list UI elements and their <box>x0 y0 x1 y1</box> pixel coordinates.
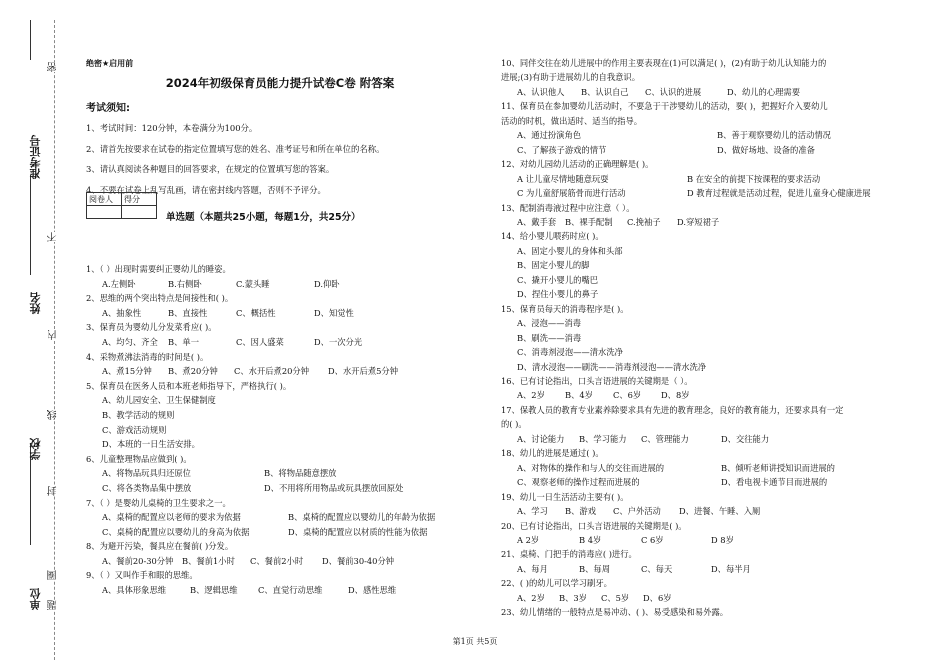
binding-line <box>54 20 55 660</box>
answer-option[interactable]: B、将物品随意摆放 <box>264 468 337 479</box>
question-text: 11、保育员在参加婴幼儿活动时，不要急于干涉婴幼儿的活动，要( )，把握好介入要幼儿 <box>501 101 828 112</box>
answer-option[interactable]: A、2岁 <box>517 390 545 401</box>
option-row <box>86 554 476 569</box>
underline <box>30 445 31 545</box>
answer-option[interactable]: D、8岁 <box>661 390 690 401</box>
option-row <box>501 143 901 157</box>
answer-option[interactable]: C、直觉行动思维 <box>258 585 323 596</box>
answer-option[interactable]: D 教育过程就是活动过程，促进儿童身心健康进展 <box>687 188 871 199</box>
answer-option[interactable]: D、一次分光 <box>314 336 363 347</box>
answer-option[interactable]: D 8岁 <box>711 534 734 545</box>
answer-option[interactable]: B、善于观察婴幼儿的活动情况 <box>717 130 831 141</box>
margin-char: 不 <box>48 232 59 242</box>
question-text: 23、幼儿情绪的一般特点是易冲动、( )、易受感染和易外露。 <box>501 607 729 618</box>
underline <box>30 20 31 60</box>
option-row <box>501 591 901 605</box>
answer-option[interactable]: D、每半月 <box>711 563 751 574</box>
margin-label-unit: 单位 <box>29 588 42 610</box>
answer-option[interactable]: B.右侧卧 <box>168 278 202 289</box>
answer-option[interactable]: D、6岁 <box>643 592 672 603</box>
secret-label: 绝密★启用前 <box>86 59 134 68</box>
answer-option[interactable]: B、游戏 <box>565 506 596 517</box>
answer-option[interactable]: B、认识自己 <box>581 86 629 97</box>
answer-option[interactable]: D、水开后煮5分钟 <box>328 366 399 377</box>
question-text: 3、保育员为婴幼儿分发菜肴应( )。 <box>86 322 217 333</box>
answer-option[interactable]: D、桌椅的配置应以材质的性能为依据 <box>288 526 428 537</box>
answer-option[interactable]: C、5岁 <box>601 592 630 603</box>
answer-option[interactable]: D、做好场地、设备的准备 <box>717 144 815 155</box>
question-text: 17、保教人员的教育专业素养除要求具有先进的教育理念，良好的教育能力，还要求具有一定 <box>501 404 844 415</box>
question-text: 14、给小婴儿喂药时应( )。 <box>501 231 604 242</box>
option-row <box>86 583 476 598</box>
answer-option[interactable]: C.挽袖子 <box>627 216 661 227</box>
option-row <box>501 475 901 489</box>
page-footer: 第1页 共5页 <box>452 637 498 646</box>
option-row <box>86 510 476 525</box>
answer-option[interactable]: A、将物品玩具归还原位 <box>102 468 191 479</box>
option-row <box>86 466 476 481</box>
answer-option[interactable]: B、固定小婴儿的脚 <box>517 260 590 271</box>
answer-option[interactable]: C、因人盛菜 <box>236 336 284 347</box>
answer-option[interactable]: B、餐前1小时 <box>182 555 235 566</box>
score-box-cell[interactable] <box>122 206 157 219</box>
answer-option[interactable]: C、将各类物品集中摆放 <box>102 482 192 493</box>
option-row <box>501 85 901 99</box>
answer-option[interactable]: A、每月 <box>517 563 548 574</box>
right-question-list <box>501 56 901 620</box>
option-row <box>501 360 901 374</box>
answer-option[interactable]: D、交往能力 <box>721 433 770 444</box>
margin-char: 题 <box>48 600 59 610</box>
option-row <box>501 215 901 229</box>
answer-option[interactable]: B 4岁 <box>579 534 602 545</box>
answer-option[interactable]: A、浸泡——消毒 <box>517 318 582 329</box>
option-row <box>501 533 901 547</box>
answer-option[interactable]: B、3岁 <box>559 592 587 603</box>
answer-option[interactable]: C 6岁 <box>641 534 664 545</box>
answer-option[interactable]: A、讨论能力 <box>517 433 565 444</box>
margin-label-exam-number: 准考证号 <box>29 135 42 179</box>
option-row <box>501 388 901 402</box>
option-row <box>86 277 476 292</box>
answer-option[interactable]: A、煮15分钟 <box>102 366 152 377</box>
option-row <box>501 562 901 576</box>
answer-option[interactable]: A、认识他人 <box>517 86 565 97</box>
option-row <box>86 437 476 452</box>
question-text: 9、（ ）又叫作手和眼的思维。 <box>86 570 198 581</box>
answer-option[interactable]: C、认识的进展 <box>645 86 702 97</box>
question-text: 进展;(3)有助于进展幼儿的自我意识。 <box>501 72 641 83</box>
option-row <box>86 481 476 496</box>
question-text: 8、为避开污染，餐具应在餐前( )分发。 <box>86 541 234 552</box>
notice-item: 4、不要在试卷上乱写乱画，请在密封线内答题，否则不予评分。 <box>86 184 326 195</box>
answer-option[interactable]: C、每天 <box>641 563 673 574</box>
answer-option[interactable]: B、直接性 <box>168 307 208 318</box>
score-box-score: 得分 <box>122 193 157 206</box>
answer-option[interactable]: C、6岁 <box>613 390 642 401</box>
question-text: 4、采物煮沸法消毒的时间是( )。 <box>86 351 209 362</box>
answer-option[interactable]: D、幼儿的心理需要 <box>727 86 801 97</box>
answer-option[interactable]: D、清水浸泡——刷洗——消毒剂浸泡——清水洗净 <box>517 361 707 372</box>
answer-option[interactable]: C、水开后煮20分钟 <box>234 366 309 377</box>
answer-option[interactable]: D、本班的一日生活安排。 <box>102 439 200 450</box>
question-text: 18、幼儿的进展是通过( )。 <box>501 448 604 459</box>
answer-option[interactable]: B、桌椅的配置应以婴幼儿的年龄为依据 <box>288 512 436 523</box>
question-text: 6、儿童整理物品应做到( )。 <box>86 453 192 464</box>
answer-option[interactable]: A、学习 <box>517 506 548 517</box>
score-box-cell[interactable] <box>87 206 122 219</box>
left-question-list <box>86 262 476 598</box>
option-row <box>501 128 901 142</box>
answer-option[interactable]: B、刷洗——消毒 <box>517 332 582 343</box>
answer-option[interactable]: A、戴手套 <box>517 216 557 227</box>
option-row <box>501 244 901 258</box>
answer-option[interactable]: C、概括性 <box>236 307 276 318</box>
option-row <box>86 306 476 321</box>
margin-char: 封 <box>48 486 59 496</box>
answer-option[interactable]: A、2岁 <box>517 592 545 603</box>
answer-option[interactable]: D、看电视卡通节目而进展的 <box>721 477 828 488</box>
margin-char: 线 <box>48 410 59 420</box>
notice-item: 2、请首先按要求在试卷的指定位置填写您的姓名、准考证号和所在单位的名称。 <box>86 143 385 154</box>
answer-option[interactable]: C、管理能力 <box>641 433 689 444</box>
question-text: 20、已有讨论指出，口头言语进展的关键期是( )。 <box>501 520 687 531</box>
notice-heading: 考试须知: <box>86 103 130 114</box>
question-text: 16、已有讨论指出，口头言语进展的关键期是（ ）。 <box>501 375 693 386</box>
question-text: 5、保育员在医务人员和本班老师指导下，严格执行( )。 <box>86 380 292 391</box>
answer-option[interactable]: B、4岁 <box>565 390 593 401</box>
answer-option[interactable]: D.穿短裙子 <box>677 216 720 227</box>
answer-option[interactable]: D、捏住小婴儿的鼻子 <box>517 289 599 300</box>
option-row <box>501 504 901 518</box>
answer-option[interactable]: A、抽象性 <box>102 307 142 318</box>
question-text: 1、（ ）出现时需要纠正婴幼儿的睡姿。 <box>86 264 231 274</box>
answer-option[interactable]: B 在安全的前提下按课程的要求活动 <box>687 173 821 184</box>
question-text: 12、对幼儿园幼儿活动的正确理解是( )。 <box>501 159 654 170</box>
score-box-reviewer: 阅卷人 <box>87 193 122 206</box>
answer-option[interactable]: C、桌椅的配置应以婴幼儿的身高为依据 <box>102 526 250 537</box>
answer-option[interactable]: C、消毒剂浸泡——清水洗净 <box>517 347 623 358</box>
answer-option[interactable]: B、裸手配制 <box>565 216 613 227</box>
notice-item: 1、考试时间：120分钟，本卷满分为100分。 <box>86 123 258 133</box>
answer-option[interactable]: B、教学活动的规则 <box>102 409 175 420</box>
answer-option[interactable]: C 为儿童舒展筋骨而进行活动 <box>517 188 626 199</box>
option-row <box>501 331 901 345</box>
option-row <box>86 423 476 438</box>
answer-option[interactable]: D、不用将所用物品或玩具摆放回原处 <box>264 482 404 493</box>
answer-option[interactable]: D、进餐、午睡、入厕 <box>679 506 761 517</box>
question-text: 22、( )的幼儿可以学习刷牙。 <box>501 578 612 589</box>
answer-option[interactable]: B、煮20分钟 <box>168 366 218 377</box>
option-row <box>501 432 901 446</box>
answer-option[interactable]: B、学习能力 <box>579 433 627 444</box>
option-row <box>501 287 901 301</box>
score-box <box>86 192 157 219</box>
notice-item: 3、请认真阅读各种题目的回答要求，在规定的位置填写您的答案。 <box>86 164 335 174</box>
answer-option[interactable]: A、具体形象思维 <box>102 585 167 596</box>
underline <box>30 175 31 275</box>
answer-option[interactable]: A.左侧卧 <box>102 278 136 289</box>
question-text: 13、配制消毒液过程中应注意（ ）。 <box>501 202 635 213</box>
question-text: 7、（ ）是婴幼儿桌椅的卫生要求之一。 <box>86 497 231 508</box>
answer-option[interactable]: B、单一 <box>168 336 199 347</box>
option-row <box>86 393 476 408</box>
answer-option[interactable]: D、餐前30-40分钟 <box>322 555 395 566</box>
answer-option[interactable]: B、逻辑思维 <box>190 585 238 596</box>
answer-option[interactable]: C、撬开小婴儿的嘴巴 <box>517 274 599 285</box>
answer-option[interactable]: C、户外活动 <box>613 506 661 517</box>
margin-label-name: 姓名 <box>29 292 42 314</box>
section-title: 单选题（本题共25小题，每题1分，共25分） <box>166 212 361 223</box>
question-text: 15、保育员每天的消毒程序是( )。 <box>501 303 629 314</box>
answer-option[interactable]: C、游戏活动规则 <box>102 424 167 435</box>
option-row <box>501 172 901 186</box>
answer-option[interactable]: C、了解孩子游戏的情节 <box>517 144 607 155</box>
option-row <box>86 335 476 350</box>
option-row <box>501 258 901 272</box>
answer-option[interactable]: A、均匀、齐全 <box>102 336 158 347</box>
answer-option[interactable]: A 2岁 <box>517 534 540 545</box>
margin-label-school: 学校 <box>29 438 42 460</box>
option-row <box>501 316 901 330</box>
answer-option[interactable]: D、知觉性 <box>314 307 354 318</box>
answer-option[interactable]: B、每周 <box>579 563 610 574</box>
option-row <box>501 273 901 287</box>
option-row <box>86 408 476 423</box>
answer-option[interactable]: C.蒙头睡 <box>236 278 270 289</box>
answer-option[interactable]: A、桌椅的配置应以老师的要求为依据 <box>102 512 241 523</box>
answer-option[interactable]: C、餐前2小时 <box>250 555 304 566</box>
question-text: 19、幼儿一日生活活动主要有( )。 <box>501 491 629 502</box>
page-title: 2024年初级保育员能力提升试卷C卷 附答案 <box>165 76 395 90</box>
answer-option[interactable]: A、幼儿园安全、卫生保健制度 <box>102 395 216 406</box>
question-text: 2、思维的两个突出特点是间接性和( )。 <box>86 293 234 304</box>
question-text: 活动的时机，做出适时、适当的指导。 <box>501 115 643 126</box>
answer-option[interactable]: A、通过扮演角色 <box>517 130 582 141</box>
answer-option[interactable]: B、倾听老师讲授知识而进展的 <box>721 462 835 473</box>
answer-option[interactable]: A 让儿童尽情地随意玩耍 <box>517 173 609 184</box>
question-text: 21、桌椅、门把手的消毒应( )进行。 <box>501 549 637 560</box>
option-row <box>501 345 901 359</box>
option-row <box>501 186 901 200</box>
answer-option[interactable]: D.仰卧 <box>314 278 340 289</box>
answer-option[interactable]: C、观察老师的操作过程而进展的 <box>517 477 640 488</box>
option-row <box>501 461 901 475</box>
left-column-header <box>86 58 474 200</box>
margin-char: 密 <box>48 62 59 72</box>
question-text: 的( )。 <box>501 419 527 430</box>
answer-option[interactable]: D、感性思维 <box>348 585 397 596</box>
answer-option[interactable]: A、对物体的操作和与人的交往而进展的 <box>517 462 665 473</box>
answer-option[interactable]: A、餐前20-30分钟 <box>102 555 174 566</box>
option-row <box>86 364 476 379</box>
margin-char: 内 <box>48 330 59 340</box>
margin-char: 圈 <box>48 570 59 580</box>
option-row <box>86 525 476 540</box>
answer-option[interactable]: A、固定小婴儿的身体和头部 <box>517 245 623 256</box>
question-text: 10、同伴交往在幼儿进展中的作用主要表现在(1)可以满足( )，(2)有助于幼儿认知能力的 <box>501 58 827 68</box>
